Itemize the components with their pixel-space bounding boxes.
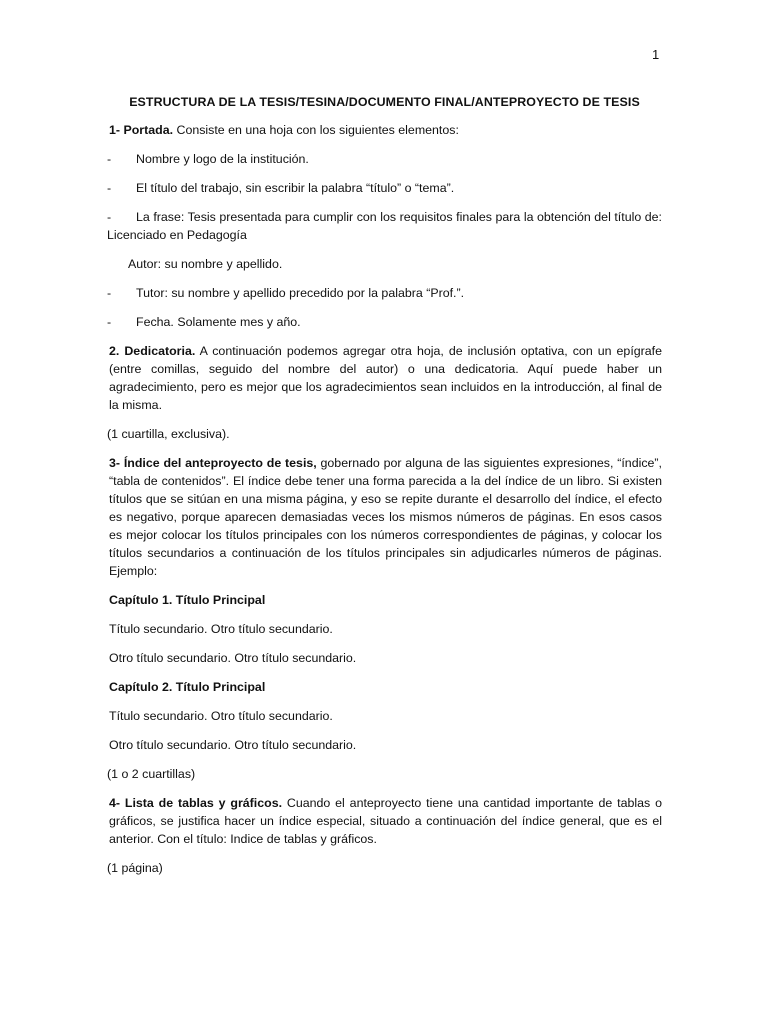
item-text: Nombre y logo de la institución.	[136, 152, 309, 166]
example-chapter-2: Capítulo 2. Título Principal	[109, 680, 266, 694]
portada-paragraph	[107, 121, 662, 139]
portada-item-logo	[107, 150, 662, 168]
lista-note: (1 página)	[107, 861, 163, 875]
item-text: El título del trabajo, sin escribir la palabra “título” o “tema”.	[136, 181, 455, 195]
portada-item-frase	[107, 208, 662, 244]
portada-heading: 1- Portada.	[109, 123, 174, 137]
portada-autor: Autor: su nombre y apellido.	[128, 257, 283, 271]
dedicatoria-heading: 2. Dedicatoria.	[109, 344, 196, 358]
lista-paragraph	[107, 794, 662, 848]
example-chapter-1: Capítulo 1. Título Principal	[109, 593, 266, 607]
portada-item-fecha	[107, 313, 662, 331]
portada-text: Consiste en una hoja con los siguientes elementos:	[173, 123, 459, 137]
dash-bullet: -	[107, 181, 112, 195]
example-chapter-2-line-1: Título secundario. Otro título secundario.	[109, 709, 333, 723]
indice-note: (1 o 2 cuartillas)	[107, 767, 196, 781]
item-text: Tutor: su nombre y apellido precedido por la palabra “Prof.”.	[136, 286, 465, 300]
indice-text: gobernado por alguna de las siguientes expresiones, “índice”, “tabla de contenidos”. El índice debe tener una forma parecida a la del índice de un libro. Si existen títulos que se sitúan en una misma página, y eso se repite durante el desarrollo del índice, el efecto es negativo, porque aparecen demasiadas veces los mismos números de páginas. En esos casos es mejor colocar los títulos principales con los números correspondientes de páginas, y colocar los títulos secundarios a continuación de los títulos principales sin adjudicarles números de páginas. Ejemplo:	[109, 456, 662, 578]
dash-bullet: -	[107, 210, 112, 224]
dash-bullet: -	[107, 315, 112, 329]
dedicatoria-note: (1 cuartilla, exclusiva).	[107, 427, 230, 441]
example-chapter-2-line-2: Otro título secundario. Otro título secundario.	[109, 738, 357, 752]
portada-item-titulo	[107, 179, 662, 197]
dash-bullet: -	[107, 152, 112, 166]
portada-item-tutor	[107, 284, 662, 302]
document-body	[107, 93, 662, 888]
example-chapter-1-line-2: Otro título secundario. Otro título secundario.	[109, 651, 357, 665]
lista-text: Cuando el anteproyecto tiene una cantidad importante de tablas o gráficos, se justifica hacer un índice especial, situado a continuación del índice general, que es el anterior. Con el título: Indice de tablas y gráficos.	[109, 796, 662, 846]
example-chapter-1-line-1: Título secundario. Otro título secundario.	[109, 622, 333, 636]
item-text: La frase: Tesis presentada para cumplir con los requisitos finales para la obtención del título de: Licenciado en Pedagogía	[107, 210, 662, 242]
dash-bullet: -	[107, 286, 112, 300]
dedicatoria-text: A continuación podemos agregar otra hoja, de inclusión optativa, con un epígrafe (entre comillas, seguido del nombre del autor) o una dedicatoria. Aquí puede haber un agradecimiento, pero es mejor que los agradecimientos sean incluidos en la introducción, al final de la misma.	[109, 344, 663, 412]
lista-heading: 4- Lista de tablas y gráficos.	[109, 796, 283, 810]
document-title: ESTRUCTURA DE LA TESIS/TESINA/DOCUMENTO FINAL/ANTEPROYECTO DE TESIS	[129, 95, 640, 109]
page-number: 1	[652, 47, 660, 62]
item-text: Fecha. Solamente mes y año.	[136, 315, 301, 329]
indice-paragraph	[107, 454, 662, 580]
indice-heading: 3- Índice del anteproyecto de tesis,	[109, 456, 317, 470]
dedicatoria-paragraph	[107, 342, 662, 414]
